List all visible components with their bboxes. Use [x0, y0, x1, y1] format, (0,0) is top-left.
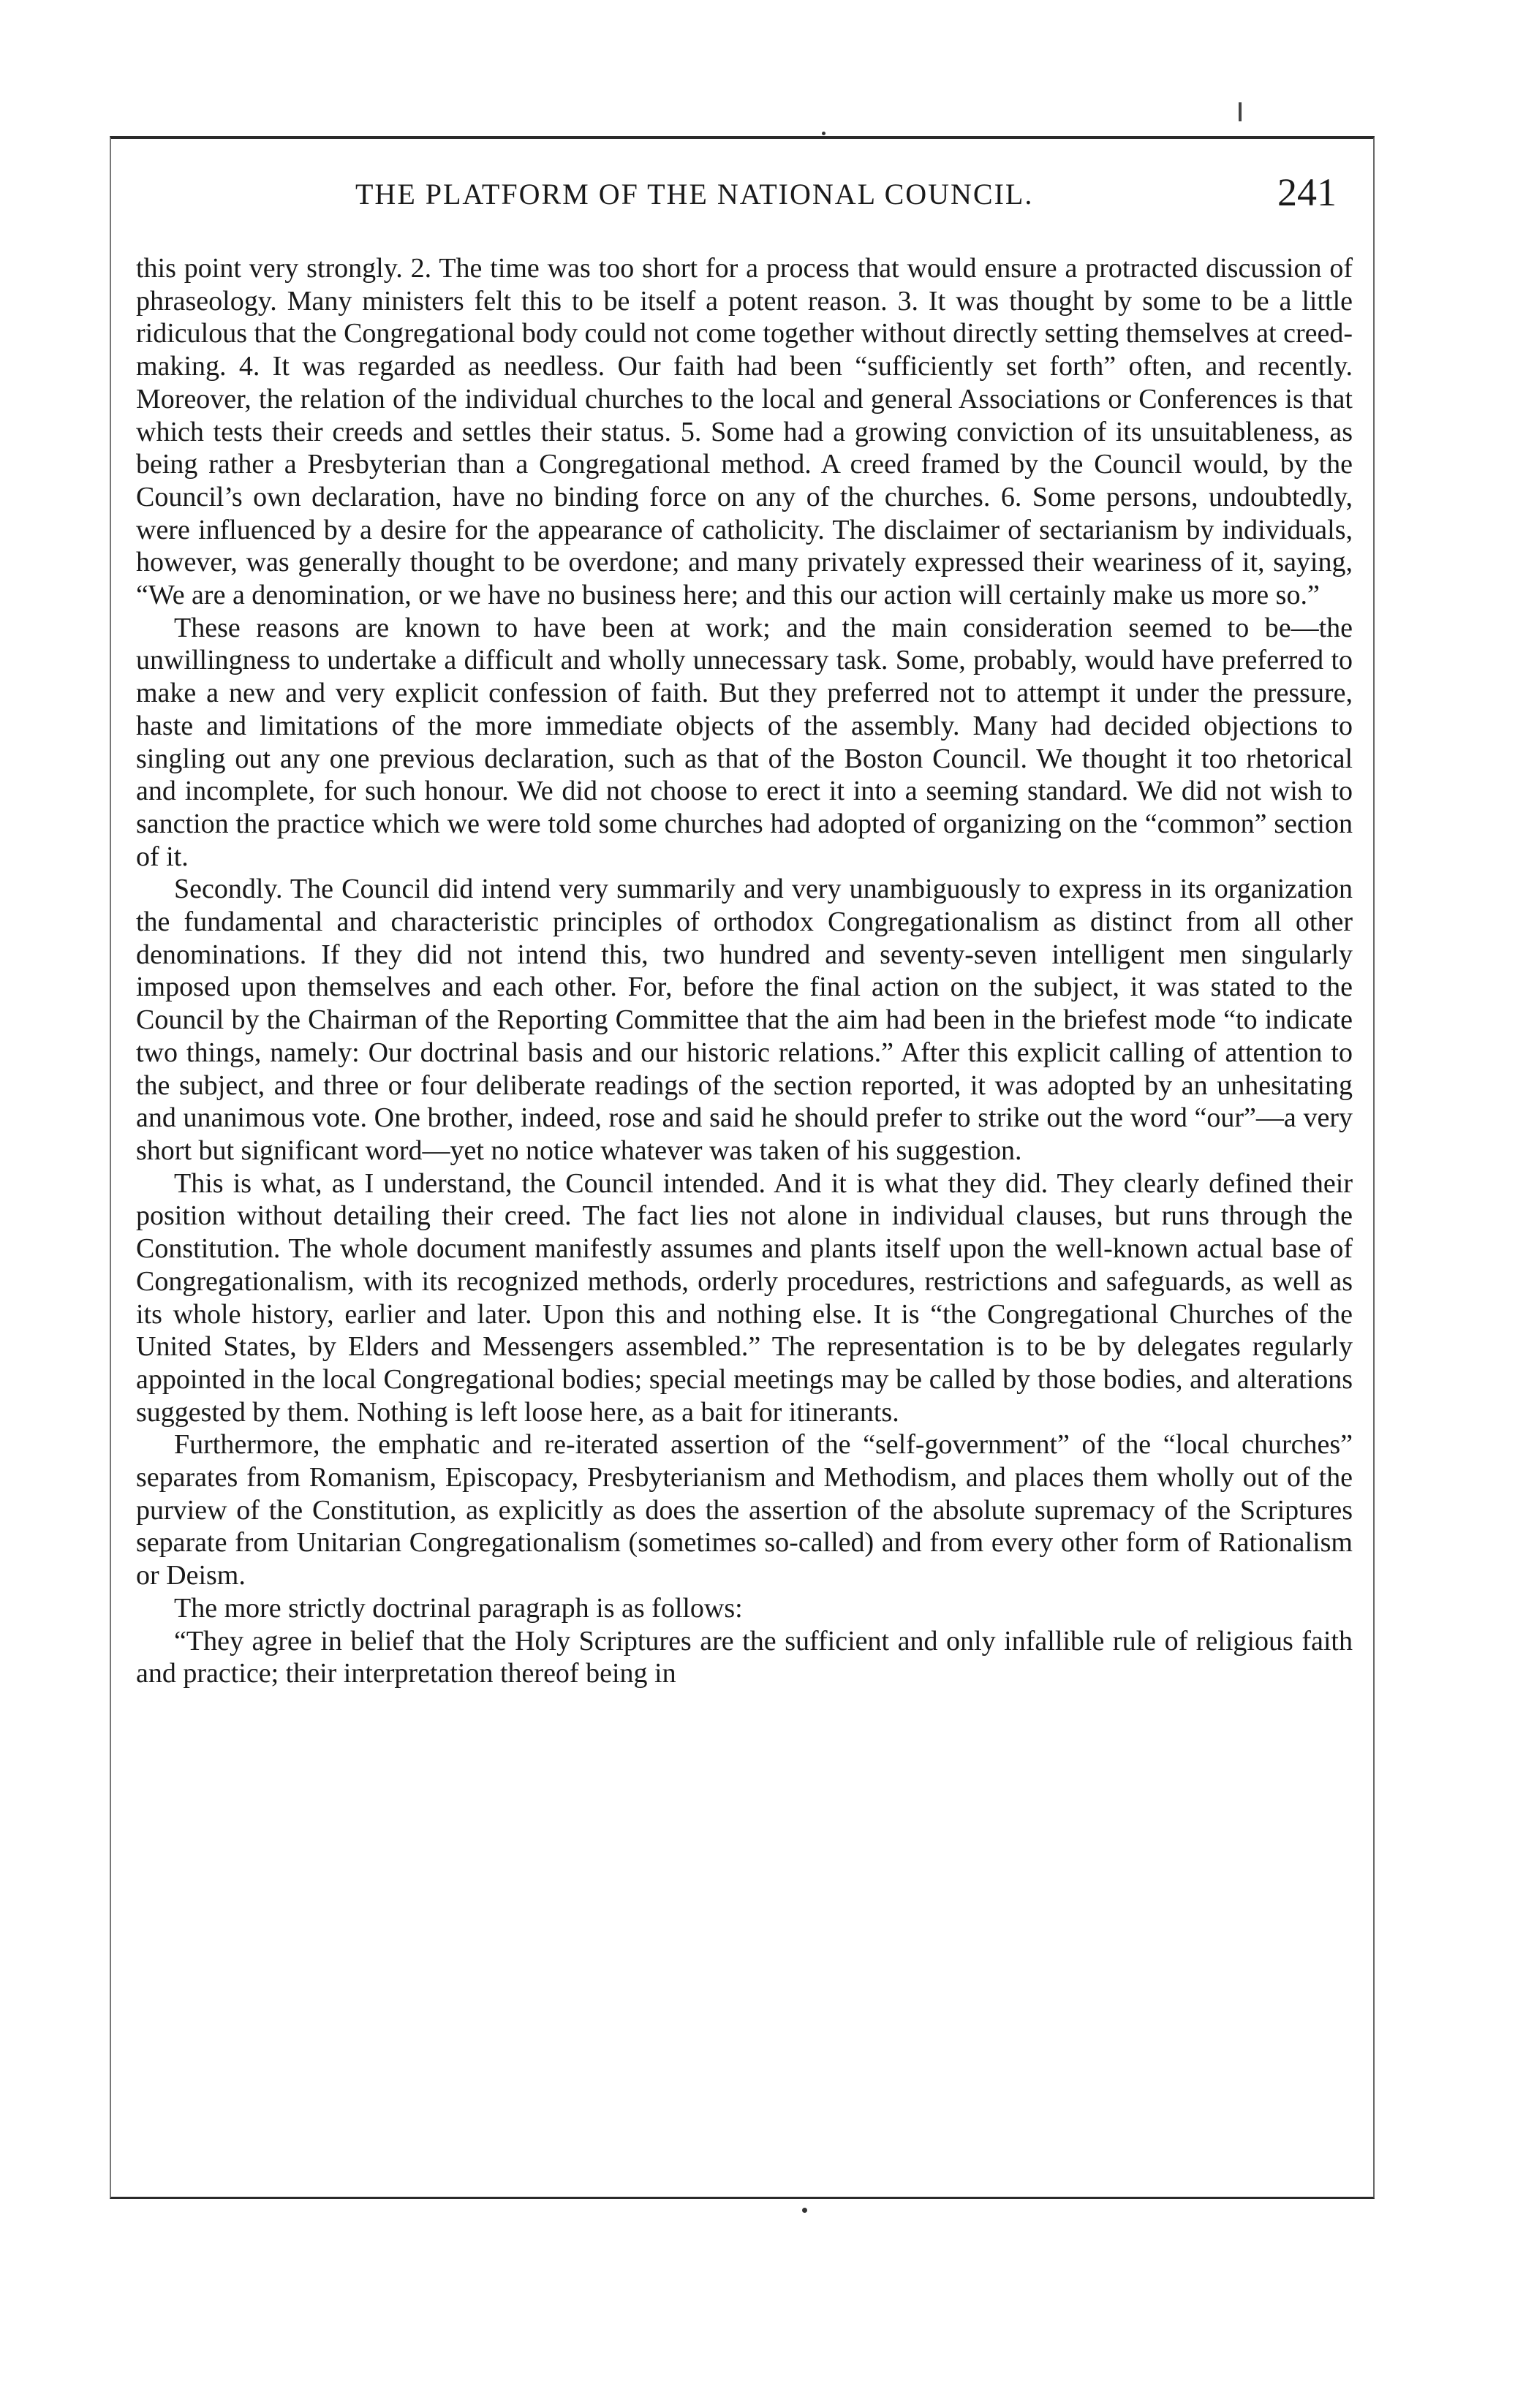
running-title: THE PLATFORM OF THE NATIONAL COUNCIL. [355, 178, 1034, 211]
paragraph-furthermore: Furthermore, the emphatic and re-iterated assertion of the “self-government” of the “local churches” separates from Romanism, Episcopacy, Presbyterianism and Methodism, and places them wholly out of the purview of the Constitution, as explicitly as does the assertion of the absolute supremacy of the Scriptures separate from Unitarian Congregationalism (sometimes so-called) and from every other form of Rationalism or Deism. [136, 1429, 1353, 1591]
page-number: 241 [1277, 170, 1337, 214]
paragraph-doctrinal-intro: The more strictly doctrinal paragraph is as follows: [174, 1592, 743, 1624]
paragraph-continued: this point very strongly. 2. The time was too short for a process that would ensure a protracted discussion of phraseology. Many ministers felt this to be itself a potent reason. 3. It was thought by some to be a little ridiculous that the Congregational body could not come together without directly setting themselves at creed-making. 4. It was regarded as needless. Our faith had been “sufficiently set forth” often, and recently. Moreover, the relation of the individual churches to the local and general Associations or Conferences is that which tests their creeds and settles their status. 5. Some had a growing conviction of its unsuitableness, as being rather a Presbyterian than a Congregational method. A creed framed by the Council would, by the Council’s own declaration, have no binding force on any of the churches. 6. Some persons, undoubtedly, were influenced by a desire for the appearance of catholicity. The disclaimer of sectarianism by individuals, however, was generally thought to be overdone; and many privately expressed their weariness of it, saying, “We are a denomination, or we have no business here; and this our action will certainly make us more so.” [136, 253, 1353, 611]
ink-dot [822, 132, 825, 135]
ink-dot [802, 2208, 807, 2213]
body-text [136, 252, 1353, 1690]
paragraph-council-intent: This is what, as I understand, the Council intended. And it is what they did. They clearly defined their position without detailing their creed. The fact lies not alone in individual clauses, but runs through the Constitution. The whole document manifestly assumes and plants itself upon the well-known actual base of Congregationalism, with its recognized methods, orderly procedures, restrictions and safeguards, as well as its whole history, earlier and later. Upon this and nothing else. It is “the Congregational Churches of the United States, by Elders and Messengers assembled.” The representation is to be by delegates regularly appointed in the local Congregational bodies; special meetings may be called by those bodies, and alterations suggested by them. Nothing is left loose here, as a bait for itinerants. [136, 1167, 1353, 1428]
paragraph-reasons: These reasons are known to have been at work; and the main consideration seemed to be—the unwillingness to undertake a difficult and wholly unnecessary task. Some, probably, would have preferred to make a new and very explicit confession of faith. But they preferred not to attempt it under the pressure, haste and limitations of the more immediate objects of the assembly. Many had decided objections to singling out any one previous declaration, such as that of the Boston Council. We thought it too rhetorical and incomplete, for such honour. We did not choose to erect it into a seeming standard. We did not wish to sanction the practice which we were told some churches had adopted of organizing on the “common” section of it. [136, 612, 1353, 872]
paragraph-quotation: “They agree in belief that the Holy Scriptures are the sufficient and only infallible rule of religious faith and practice; their interpretation thereof being in [136, 1625, 1353, 1689]
margin-mark [1239, 102, 1242, 121]
paragraph-secondly: Secondly. The Council did intend very summarily and very unambiguously to express in its organization the fundamental and characteristic principles of orthodox Congregationalism as distinct from all other denominations. If they did not intend this, two hundred and seventy-seven intelligent men singularly imposed upon themselves and each other. For, before the final action on the subject, it was stated to the Council by the Chairman of the Reporting Committee that the aim had been in the briefest mode “to indicate two things, namely: Our doctrinal basis and our historic relations.” After this explicit calling of attention to the subject, and three or four deliberate readings of the section reported, it was adopted by an unhesitating and unanimous vote. One brother, indeed, rose and said he should prefer to strike out the word “our”—a very short but significant word—yet no notice whatever was taken of his suggestion. [136, 874, 1353, 1166]
running-head [143, 170, 1372, 221]
